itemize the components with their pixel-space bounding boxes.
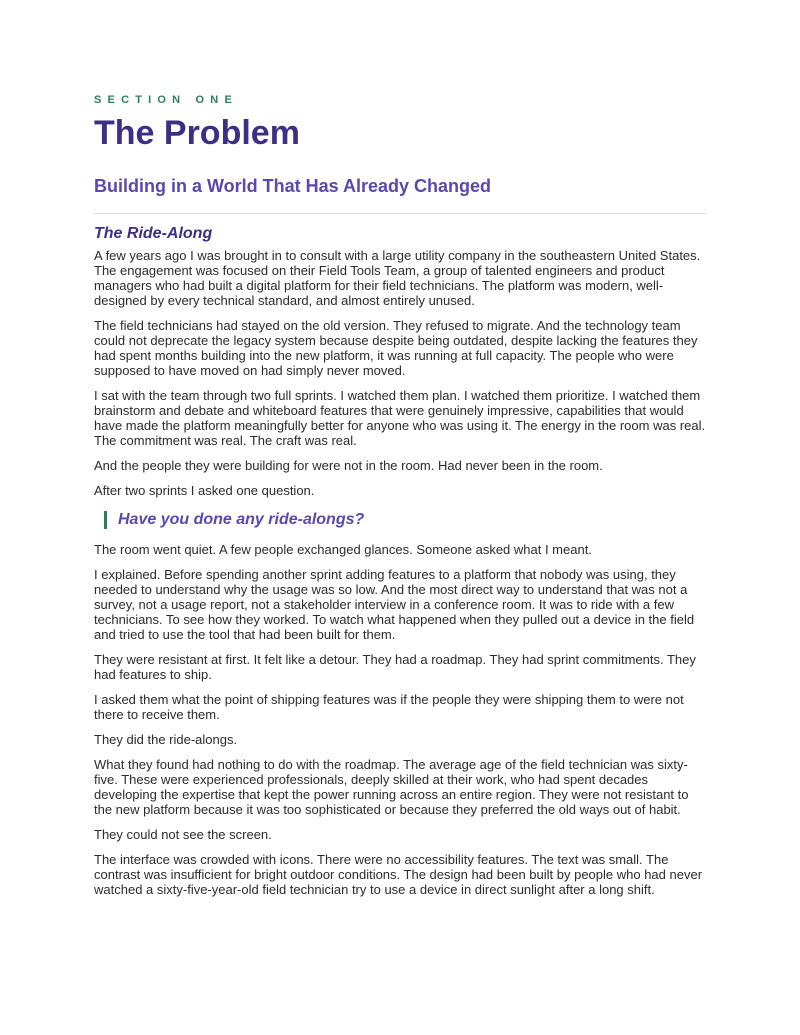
body-paragraph: They did the ride-alongs. <box>94 732 238 747</box>
body-paragraph: The field technicians had stayed on the old version. They refused to migrate. And the technology team could not deprecate the legacy system because despite being outdated, despite lacking the features they had spent months building into the new platform, it was running at full capacity. The people who were supposed to have moved on had simply never moved. <box>94 318 698 378</box>
body-paragraph: The room went quiet. A few people exchanged glances. Someone asked what I meant. <box>94 542 592 557</box>
page-subtitle: Building in a World That Has Already Changed <box>94 176 492 196</box>
body-paragraph: What they found had nothing to do with the roadmap. The average age of the field technician was sixty-five. These were experienced professionals, deeply skilled at their work, who had spent decades developing the expertise that kept the power running across an entire region. They were not resistant to the new platform because it was too sophisticated or because they preferred the old ways out of habit. <box>94 757 689 817</box>
body-paragraph: I explained. Before spending another sprint adding features to a platform that nobody was using, they needed to understand why the usage was so low. And the most direct way to understand that was not a survey, not a usage report, not a stakeholder interview in a conference room. It was to ride with a few technicians. To see how they worked. To watch what happened when they pulled out a device in the field and tried to use the tool that had been built for them. <box>94 567 695 642</box>
body-paragraph: The interface was crowded with icons. There were no accessibility features. The text was small. The contrast was insufficient for bright outdoor conditions. The design had been built by people who had never watched a sixty-five-year-old field technician try to use a device in direct sunlight after a long shift. <box>94 852 703 897</box>
body-paragraph: A few years ago I was brought in to consult with a large utility company in the southeastern United States. The engagement was focused on their Field Tools Team, a group of talented engineers and product managers who had built a digital platform for their field technicians. The platform was modern, well-designed by every technical standard, and almost entirely unused. <box>94 248 701 308</box>
divider <box>94 213 706 214</box>
body-paragraph: I asked them what the point of shipping features was if the people they were shipping them to were not there to receive them. <box>94 692 684 722</box>
page-title: The Problem <box>94 114 300 152</box>
pull-quote-accent-bar <box>104 511 107 529</box>
pull-quote <box>104 510 706 530</box>
document-page <box>94 94 706 897</box>
body-paragraph: And the people they were building for were not in the room. Had never been in the room. <box>94 458 603 473</box>
body-paragraph: They could not see the screen. <box>94 827 272 842</box>
pull-quote-text: Have you done any ride-alongs? <box>118 511 365 528</box>
section-heading: The Ride-Along <box>94 225 213 242</box>
body-paragraph: After two sprints I asked one question. <box>94 483 315 498</box>
body-paragraph: I sat with the team through two full sprints. I watched them plan. I watched them prioritize. I watched them brainstorm and debate and whiteboard features that were genuinely impressive, capabilities that would have made the platform meaningfully better for anyone who was using it. The energy in the room was real. The commitment was real. The craft was real. <box>94 388 706 448</box>
section-eyebrow: SECTION ONE <box>94 94 238 106</box>
body-paragraph: They were resistant at first. It felt like a detour. They had a roadmap. They had sprint commitments. They had features to ship. <box>94 652 696 682</box>
